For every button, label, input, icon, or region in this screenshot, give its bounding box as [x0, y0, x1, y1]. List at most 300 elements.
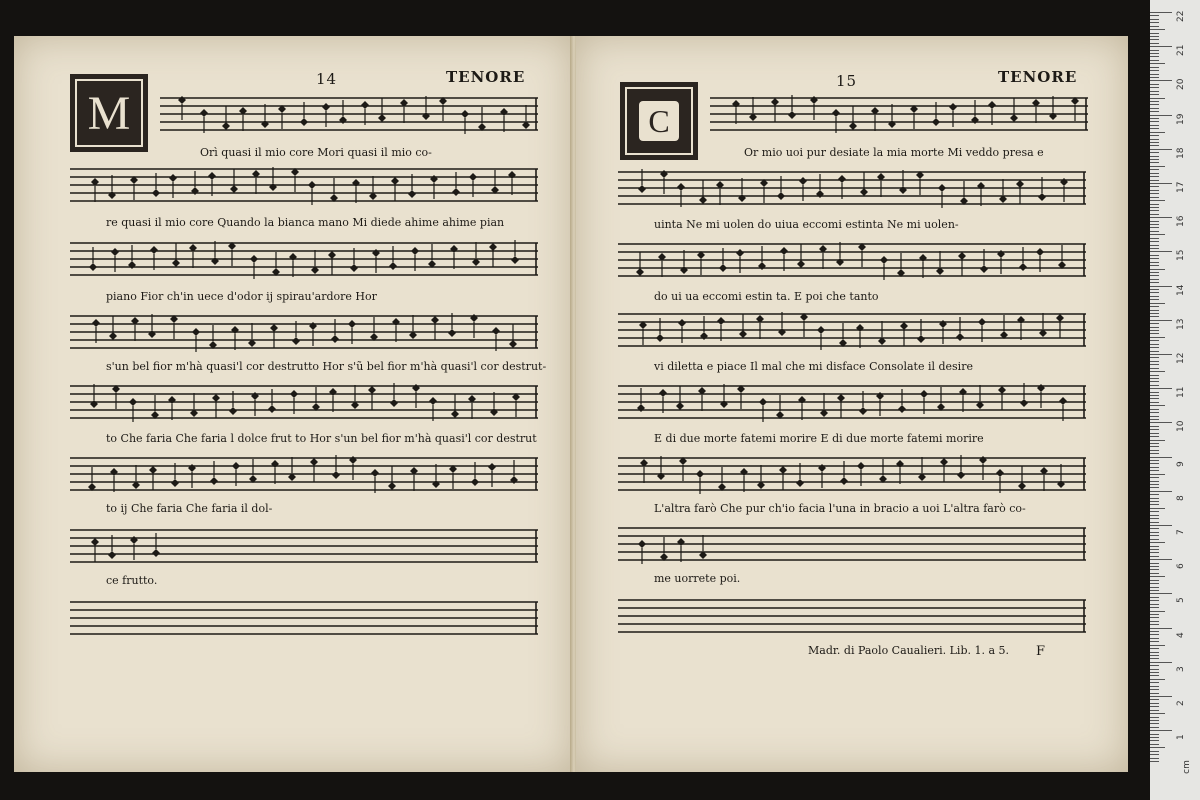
note-head: [350, 264, 358, 272]
ruler-minor-tick: [1150, 463, 1159, 464]
note-head: [108, 551, 116, 559]
ruler-minor-tick: [1150, 77, 1159, 78]
note-head: [389, 262, 397, 270]
ruler-minor-tick: [1150, 132, 1165, 133]
ruler-minor-tick: [1150, 450, 1159, 451]
note-head: [771, 98, 779, 106]
ruler-minor-tick: [1150, 159, 1159, 160]
ruler-label: 5: [1176, 597, 1186, 604]
ruler-minor-tick: [1150, 128, 1159, 129]
ruler-minor-tick: [1150, 56, 1159, 57]
ruler-minor-tick: [1150, 614, 1159, 615]
right-staff-3: [618, 238, 1086, 282]
ruler-minor-tick: [1150, 706, 1159, 707]
note-head: [152, 549, 160, 557]
note-head: [169, 174, 177, 182]
note-head: [108, 191, 116, 199]
note-head: [492, 327, 500, 335]
left-lyric-4: s'un bel fior m'hà quasi'l cor destrutto Hor s'ũ bel fior m'hà quasi'l cor destrut-: [106, 360, 547, 373]
ruler-minor-tick: [1150, 53, 1159, 54]
note-head: [292, 337, 300, 345]
right-initial-letter: C: [639, 101, 679, 141]
ruler-minor-tick: [1150, 67, 1159, 68]
note-head: [448, 329, 456, 337]
ruler-minor-tick: [1150, 108, 1159, 109]
ruler-minor-tick: [1150, 248, 1159, 249]
staff-drawing: [70, 237, 538, 281]
note-head: [900, 322, 908, 330]
ruler-minor-tick: [1150, 699, 1159, 700]
ruler-major-tick: [1150, 559, 1172, 560]
ruler-minor-tick: [1150, 344, 1159, 345]
ruler-minor-tick: [1150, 689, 1159, 690]
note-head: [229, 407, 237, 415]
ruler-minor-tick: [1150, 590, 1159, 591]
ruler-minor-tick: [1150, 621, 1159, 622]
note-head: [92, 319, 100, 327]
ruler-minor-tick: [1150, 504, 1159, 505]
note-head: [109, 332, 117, 340]
ruler-minor-tick: [1150, 227, 1159, 228]
note-head: [508, 171, 516, 179]
ruler-label: 20: [1176, 78, 1186, 91]
ruler-minor-tick: [1150, 416, 1159, 417]
note-head: [917, 335, 925, 343]
note-head: [1060, 178, 1068, 186]
note-head: [810, 96, 818, 104]
ruler-minor-tick: [1150, 166, 1165, 167]
ruler-minor-tick: [1150, 26, 1159, 27]
ruler-minor-tick: [1150, 381, 1159, 382]
note-head: [200, 109, 208, 117]
ruler-minor-tick: [1150, 306, 1159, 307]
ruler-minor-tick: [1150, 347, 1159, 348]
note-head: [332, 471, 340, 479]
ruler-minor-tick: [1150, 429, 1159, 430]
ruler-minor-tick: [1150, 156, 1159, 157]
note-head: [430, 175, 438, 183]
left-initial-letter: M: [87, 87, 131, 140]
ruler-minor-tick: [1150, 385, 1159, 386]
ruler-minor-tick: [1150, 494, 1159, 495]
staff-drawing: [70, 452, 538, 496]
ruler-minor-tick: [1150, 528, 1159, 529]
ruler-minor-tick: [1150, 224, 1159, 225]
note-head: [780, 247, 788, 255]
ruler-label: 7: [1176, 529, 1186, 535]
ruler-minor-tick: [1150, 703, 1159, 704]
ruler-minor-tick: [1150, 409, 1159, 410]
note-head: [978, 318, 986, 326]
note-head: [422, 112, 430, 120]
note-head: [859, 407, 867, 415]
ruler-minor-tick: [1150, 600, 1159, 601]
note-head: [797, 260, 805, 268]
note-head: [328, 251, 336, 259]
ruler-minor-tick: [1150, 70, 1159, 71]
ruler-minor-tick: [1150, 758, 1159, 759]
note-head: [956, 333, 964, 341]
note-head: [638, 185, 646, 193]
ruler-minor-tick: [1150, 395, 1159, 396]
ruler-label: 16: [1176, 215, 1186, 228]
note-head: [980, 265, 988, 273]
note-head: [779, 466, 787, 474]
ruler-major-tick: [1150, 183, 1172, 184]
ruler-minor-tick: [1150, 652, 1159, 653]
ruler-minor-tick: [1150, 162, 1159, 163]
ruler-minor-tick: [1150, 98, 1165, 99]
note-head: [391, 177, 399, 185]
ruler-minor-tick: [1150, 398, 1159, 399]
ruler-minor-tick: [1150, 573, 1159, 574]
note-head: [270, 324, 278, 332]
note-head: [816, 190, 824, 198]
note-head: [660, 170, 668, 178]
ruler-minor-tick: [1150, 262, 1159, 263]
ruler-minor-tick: [1150, 402, 1159, 403]
ruler-major-tick: [1150, 422, 1172, 423]
ruler-minor-tick: [1150, 303, 1165, 304]
note-head: [738, 194, 746, 202]
ruler-label: 8: [1176, 495, 1186, 501]
note-head: [429, 397, 437, 405]
right-decorated-initial: [620, 82, 698, 160]
note-head: [777, 192, 785, 200]
left-lyric-3: piano Fior ch'in uece d'odor ij spirau'ardore Hor: [106, 290, 377, 303]
note-head: [269, 183, 277, 191]
ruler-label: 3: [1176, 666, 1186, 672]
ruler-minor-tick: [1150, 310, 1159, 311]
ruler-minor-tick: [1150, 190, 1159, 191]
note-head: [920, 390, 928, 398]
ruler-minor-tick: [1150, 511, 1159, 512]
note-head: [230, 185, 238, 193]
ruler-minor-tick: [1150, 265, 1159, 266]
note-head: [172, 259, 180, 267]
note-head: [880, 256, 888, 264]
note-head: [860, 188, 868, 196]
ruler-minor-tick: [1150, 631, 1159, 632]
ruler-minor-tick: [1150, 727, 1159, 728]
note-head: [888, 120, 896, 128]
ruler-minor-tick: [1150, 436, 1159, 437]
ruler-minor-tick: [1150, 515, 1159, 516]
note-head: [91, 538, 99, 546]
ruler-minor-tick: [1150, 569, 1159, 570]
note-head: [300, 118, 308, 126]
ruler-minor-tick: [1150, 443, 1159, 444]
ruler-minor-tick: [1150, 269, 1165, 270]
ruler-minor-tick: [1150, 556, 1159, 557]
note-head: [677, 183, 685, 191]
ruler-minor-tick: [1150, 405, 1165, 406]
note-head: [817, 326, 825, 334]
ruler-minor-tick: [1150, 135, 1159, 136]
note-head: [796, 479, 804, 487]
note-head: [719, 264, 727, 272]
staff-drawing: [70, 524, 538, 568]
ruler-minor-tick: [1150, 180, 1159, 181]
note-head: [511, 256, 519, 264]
ruler-minor-tick: [1150, 60, 1159, 61]
ruler-minor-tick: [1150, 84, 1159, 85]
ruler-major-tick: [1150, 115, 1172, 116]
right-lyric-4: vi diletta e piace Il mal che mi disface Consolate il desire: [654, 360, 973, 373]
note-head: [940, 458, 948, 466]
ruler-minor-tick: [1150, 617, 1159, 618]
note-head: [837, 394, 845, 402]
ruler-minor-tick: [1150, 351, 1159, 352]
left-decorated-initial: [70, 74, 148, 152]
staff-drawing: [618, 522, 1086, 566]
ruler-minor-tick: [1150, 275, 1159, 276]
ruler-minor-tick: [1150, 563, 1159, 564]
ruler-minor-tick: [1150, 234, 1165, 235]
staff-drawing: [618, 308, 1086, 352]
ruler-minor-tick: [1150, 587, 1159, 588]
note-head: [372, 249, 380, 257]
ruler-minor-tick: [1150, 508, 1165, 509]
ruler-minor-tick: [1150, 118, 1159, 119]
ruler-minor-tick: [1150, 121, 1159, 122]
ruler-minor-tick: [1150, 91, 1159, 92]
ruler-minor-tick: [1150, 186, 1159, 187]
staff-drawing: [618, 594, 1086, 638]
note-head: [450, 245, 458, 253]
right-staff-8: [618, 594, 1086, 638]
ruler-minor-tick: [1150, 327, 1159, 328]
ruler-major-tick: [1150, 730, 1172, 731]
ruler-label: 21: [1176, 44, 1186, 57]
staff-drawing: [618, 380, 1086, 424]
ruler-major-tick: [1150, 217, 1172, 218]
note-head: [361, 101, 369, 109]
ruler-major-tick: [1150, 354, 1172, 355]
right-lyric-7: me uorrete poi.: [654, 572, 741, 585]
ruler-unit: cm: [1181, 760, 1192, 774]
staff-drawing: [70, 380, 538, 424]
ruler-major-tick: [1150, 12, 1172, 13]
note-head: [509, 340, 517, 348]
note-head: [352, 179, 360, 187]
ruler-minor-tick: [1150, 658, 1159, 659]
staff-drawing: [618, 238, 1086, 282]
note-head: [997, 250, 1005, 258]
ruler-minor-tick: [1150, 440, 1165, 441]
ruler-minor-tick: [1150, 87, 1159, 88]
note-head: [322, 103, 330, 111]
measuring-ruler: [1150, 0, 1200, 800]
left-page-number: 14: [316, 70, 338, 88]
ruler-minor-tick: [1150, 333, 1159, 334]
note-head: [1049, 112, 1057, 120]
staff-drawing: [618, 166, 1086, 210]
note-head: [788, 111, 796, 119]
note-head: [208, 172, 216, 180]
ruler-minor-tick: [1150, 518, 1159, 519]
ruler-minor-tick: [1150, 361, 1159, 362]
note-head: [840, 477, 848, 485]
ruler-minor-tick: [1150, 258, 1159, 259]
note-head: [368, 386, 376, 394]
ruler-minor-tick: [1150, 74, 1159, 75]
note-head: [250, 255, 258, 263]
ruler-minor-tick: [1150, 474, 1165, 475]
ruler-major-tick: [1150, 251, 1172, 252]
ruler-minor-tick: [1150, 207, 1159, 208]
ruler-minor-tick: [1150, 580, 1159, 581]
ruler-minor-tick: [1150, 104, 1159, 105]
ruler-minor-tick: [1150, 33, 1159, 34]
note-head: [732, 100, 740, 108]
left-voice-label: TENORE: [446, 68, 526, 86]
note-head: [451, 410, 459, 418]
ruler-minor-tick: [1150, 470, 1159, 471]
right-voice-label: TENORE: [998, 68, 1078, 86]
ruler-minor-tick: [1150, 238, 1159, 239]
note-head: [261, 120, 269, 128]
ruler-major-tick: [1150, 46, 1172, 47]
ruler-label: 13: [1176, 318, 1186, 330]
ruler-minor-tick: [1150, 638, 1159, 639]
note-head: [998, 386, 1006, 394]
ruler-minor-tick: [1150, 433, 1159, 434]
ruler-minor-tick: [1150, 484, 1159, 485]
note-head: [988, 101, 996, 109]
ruler-minor-tick: [1150, 323, 1159, 324]
ruler-minor-tick: [1150, 419, 1159, 420]
note-head: [371, 469, 379, 477]
ruler-minor-tick: [1150, 693, 1159, 694]
ruler-minor-tick: [1150, 655, 1159, 656]
ruler-minor-tick: [1150, 371, 1165, 372]
note-head: [452, 188, 460, 196]
note-head: [1016, 180, 1024, 188]
ruler-minor-tick: [1150, 330, 1159, 331]
ruler-minor-tick: [1150, 221, 1159, 222]
ruler-major-tick: [1150, 80, 1172, 81]
ruler-minor-tick: [1150, 364, 1159, 365]
ruler-minor-tick: [1150, 552, 1159, 553]
ruler-minor-tick: [1150, 682, 1159, 683]
note-head: [1059, 397, 1067, 405]
ruler-label: 11: [1176, 386, 1186, 399]
note-head: [656, 334, 664, 342]
ruler-minor-tick: [1150, 675, 1159, 676]
ruler-minor-tick: [1150, 576, 1165, 577]
note-head: [89, 263, 97, 271]
ruler-minor-tick: [1150, 299, 1159, 300]
ruler-label: 18: [1176, 147, 1186, 159]
ruler-major-tick: [1150, 696, 1172, 697]
ruler-major-tick: [1150, 525, 1172, 526]
ruler-major-tick: [1150, 662, 1172, 663]
note-head: [192, 328, 200, 336]
note-head: [149, 466, 157, 474]
ruler-major-tick: [1150, 491, 1172, 492]
ruler-minor-tick: [1150, 193, 1159, 194]
ruler-minor-tick: [1150, 210, 1159, 211]
note-head: [308, 181, 316, 189]
ruler-minor-tick: [1150, 94, 1159, 95]
ruler-minor-tick: [1150, 487, 1159, 488]
ruler-minor-tick: [1150, 713, 1165, 714]
staff-drawing: [70, 310, 538, 354]
note-head: [678, 319, 686, 327]
ruler-minor-tick: [1150, 426, 1159, 427]
right-staff-7: [618, 522, 1086, 566]
note-head: [838, 175, 846, 183]
ruler-minor-tick: [1150, 740, 1159, 741]
note-head: [857, 462, 865, 470]
signature-mark: F: [1036, 644, 1046, 659]
ruler-minor-tick: [1150, 501, 1159, 502]
note-head: [898, 405, 906, 413]
ruler-minor-tick: [1150, 316, 1159, 317]
note-head: [1018, 482, 1026, 490]
left-staff-6: [70, 452, 538, 496]
note-head: [310, 458, 318, 466]
ruler-major-tick: [1150, 388, 1172, 389]
ruler-minor-tick: [1150, 604, 1159, 605]
note-head: [971, 116, 979, 124]
note-head: [191, 187, 199, 195]
ruler-minor-tick: [1150, 378, 1159, 379]
note-head: [638, 540, 646, 548]
note-head: [489, 243, 497, 251]
ruler-minor-tick: [1150, 672, 1159, 673]
note-head: [152, 189, 160, 197]
note-head: [290, 390, 298, 398]
ruler-minor-tick: [1150, 641, 1159, 642]
ruler-minor-tick: [1150, 751, 1159, 752]
note-head: [717, 317, 725, 325]
ruler-minor-tick: [1150, 737, 1159, 738]
left-staff-7: [70, 524, 538, 568]
note-head: [977, 182, 985, 190]
left-staff-4: [70, 310, 538, 354]
note-head: [739, 330, 747, 338]
ruler-label: 9: [1176, 460, 1186, 467]
ruler-minor-tick: [1150, 19, 1159, 20]
ruler-minor-tick: [1150, 39, 1159, 40]
ruler-minor-tick: [1150, 296, 1159, 297]
note-head: [1038, 193, 1046, 201]
note-head: [699, 196, 707, 204]
ruler-minor-tick: [1150, 717, 1159, 718]
ruler-minor-tick: [1150, 272, 1159, 273]
ruler-minor-tick: [1150, 611, 1165, 612]
staff-drawing: [618, 452, 1086, 496]
ruler-label: 17: [1176, 181, 1186, 193]
ruler-label: 22: [1176, 10, 1186, 22]
ruler-label: 10: [1176, 420, 1186, 433]
ruler-minor-tick: [1150, 142, 1159, 143]
right-lyric-6: L'altra farò Che pur ch'io facia l'una in bracio a uoi L'altra farò co-: [654, 502, 1026, 515]
ruler-minor-tick: [1150, 720, 1159, 721]
note-head: [636, 268, 644, 276]
ruler-minor-tick: [1150, 392, 1159, 393]
ruler-minor-tick: [1150, 761, 1159, 762]
ruler-minor-tick: [1150, 145, 1159, 146]
right-page-number: 15: [836, 72, 858, 90]
ruler-minor-tick: [1150, 532, 1159, 533]
ruler-minor-tick: [1150, 125, 1159, 126]
ruler-minor-tick: [1150, 542, 1165, 543]
ruler-minor-tick: [1150, 214, 1159, 215]
ruler-minor-tick: [1150, 139, 1159, 140]
